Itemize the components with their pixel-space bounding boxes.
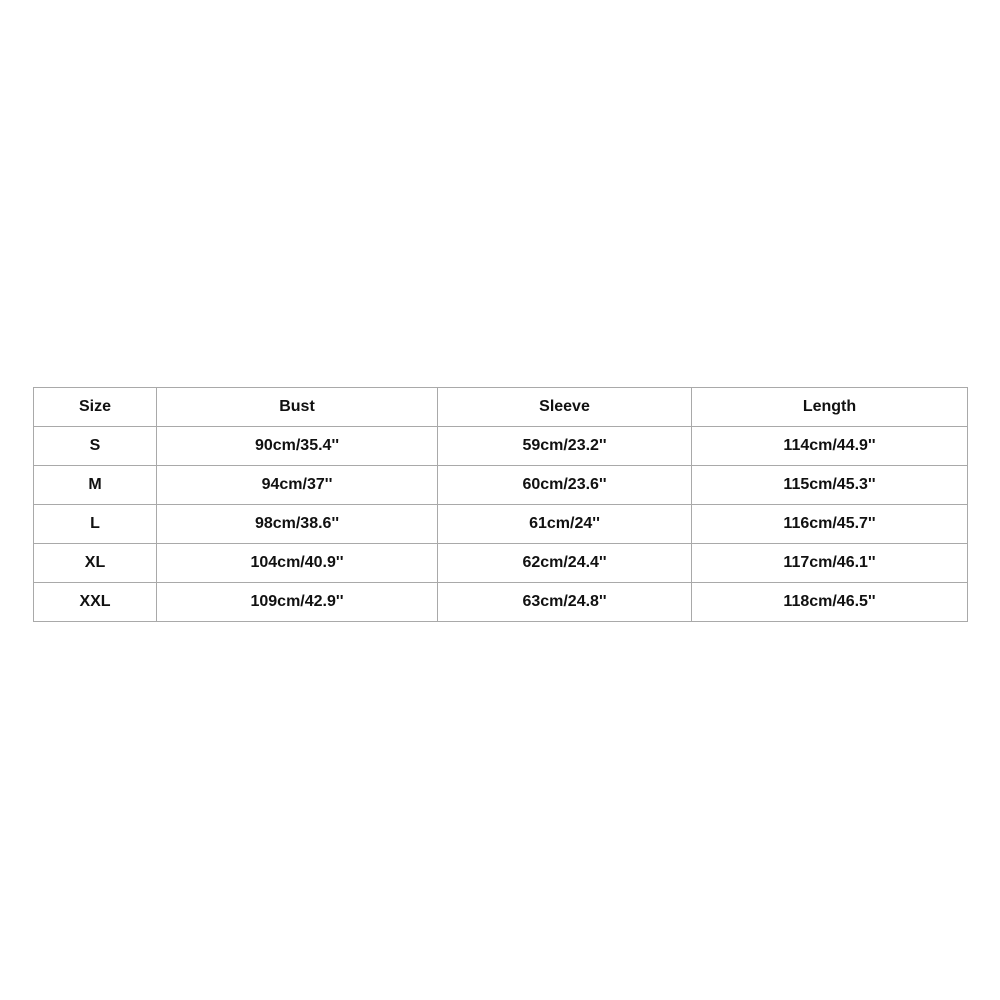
bust-cell: 104cm/40.9'': [157, 544, 438, 583]
bust-cell: 90cm/35.4'': [157, 427, 438, 466]
sleeve-cell: 61cm/24'': [438, 505, 692, 544]
bust-cell: 98cm/38.6'': [157, 505, 438, 544]
size-cell: S: [34, 427, 157, 466]
header-sleeve: Sleeve: [438, 388, 692, 427]
header-length: Length: [692, 388, 968, 427]
table-row: [34, 505, 968, 544]
header-bust: Bust: [157, 388, 438, 427]
table-row: [34, 544, 968, 583]
size-chart-table: [33, 387, 968, 622]
table-row: [34, 427, 968, 466]
sleeve-cell: 62cm/24.4'': [438, 544, 692, 583]
length-cell: 116cm/45.7'': [692, 505, 968, 544]
sleeve-cell: 59cm/23.2'': [438, 427, 692, 466]
bust-cell: 109cm/42.9'': [157, 583, 438, 622]
bust-cell: 94cm/37'': [157, 466, 438, 505]
table-row: [34, 466, 968, 505]
length-cell: 114cm/44.9'': [692, 427, 968, 466]
table-row: [34, 583, 968, 622]
length-cell: 115cm/45.3'': [692, 466, 968, 505]
sleeve-cell: 63cm/24.8'': [438, 583, 692, 622]
length-cell: 117cm/46.1'': [692, 544, 968, 583]
size-cell: L: [34, 505, 157, 544]
header-size: Size: [34, 388, 157, 427]
size-cell: XXL: [34, 583, 157, 622]
table-header-row: [34, 388, 968, 427]
size-cell: M: [34, 466, 157, 505]
length-cell: 118cm/46.5'': [692, 583, 968, 622]
sleeve-cell: 60cm/23.6'': [438, 466, 692, 505]
size-cell: XL: [34, 544, 157, 583]
